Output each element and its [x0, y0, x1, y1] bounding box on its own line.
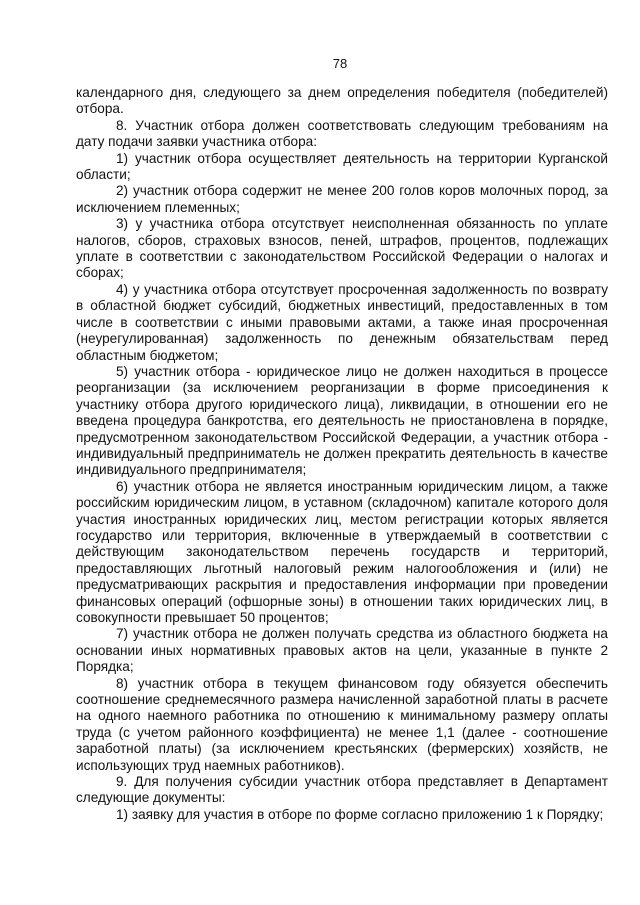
paragraph-requirement-5: 5) участник отбора - юридическое лицо не должен находиться в процессе реорганизации (за исключением реорганизации в форме присоединения к участнику отбора другого юридического лица), ликвидации, в отношении его не введена процедура банкротства, его деятельность не приостановлена в порядке, предусмотренном законодательством Российской Федерации, а участник отбора - индивидуальный предприниматель не должен прекратить деятельность в качестве индивидуального предпринимателя; — [76, 363, 608, 478]
paragraph-item-8: 8. Участник отбора должен соответствовать следующим требованиям на дату подачи заявки участника отбора: — [76, 117, 608, 150]
paragraph-continuation: календарного дня, следующего за днем определения победителя (победителей) отбора. — [76, 85, 608, 117]
paragraph-requirement-7: 7) участник отбора не должен получать средства из областного бюджета на основании иных нормативных правовых актов на цели, указанные в пункте 2 Порядка; — [76, 626, 608, 675]
document-body — [76, 85, 608, 823]
paragraph-document-1: 1) заявку для участия в отборе по форме согласно приложению 1 к Порядку; — [116, 806, 604, 822]
page-number: 78 — [332, 56, 348, 71]
paragraph-requirement-4: 4) у участника отбора отсутствует просроченная задолженность по возврату в областной бюджет субсидий, бюджетных инвестиций, предоставленных в том числе в соответствии с иными правовыми актами, а также иная просроченная (неурегулированная) задолженность по денежным обязательствам перед областным бюджетом; — [76, 281, 608, 363]
paragraph-requirement-2: 2) участник отбора содержит не менее 200 голов коров молочных пород, за исключением племенных; — [76, 183, 608, 215]
paragraph-requirement-8: 8) участник отбора в текущем финансовом году обязуется обеспечить соотношение среднемесячного размера начисленной заработной платы в расчете на одного наемного работника по отношению к минимальному размеру оплаты труда (с учетом районного коэффициента) не менее 1,1 (далее - соотношение заработной платы) (за исключением крестьянских (фермерских) хозяйств, не использующих труд наемных работников). — [76, 675, 608, 773]
paragraph-requirement-1: 1) участник отбора осуществляет деятельность на территории Курганской области; — [76, 150, 608, 183]
paragraph-item-9: 9. Для получения субсидии участник отбора представляет в Департамент следующие документы: — [76, 774, 608, 806]
paragraph-requirement-3: 3) у участника отбора отсутствует неисполненная обязанность по уплате налогов, сборов, страховых взносов, пеней, штрафов, процентов, подлежащих уплате в соответствии с законодательством Российской Федерации о налогах и сборах; — [76, 216, 608, 281]
paragraph-requirement-6: 6) участник отбора не является иностранным юридическим лицом, а также российским юридическим лицом, в уставном (складочном) капитале которого доля участия иностранных юридических лиц, местом регистрации которых является государство или территория, включенные в утверждаемый в соответствии с действующим законодательством перечень государств и территорий, предоставляющих льготный налоговый режим налогообложения и (или) не предусматривающих раскрытия и предоставления информации при проведении финансовых операций (офшорные зоны) в отношении таких юридических лиц, в совокупности превышает 50 процентов; — [76, 478, 608, 625]
